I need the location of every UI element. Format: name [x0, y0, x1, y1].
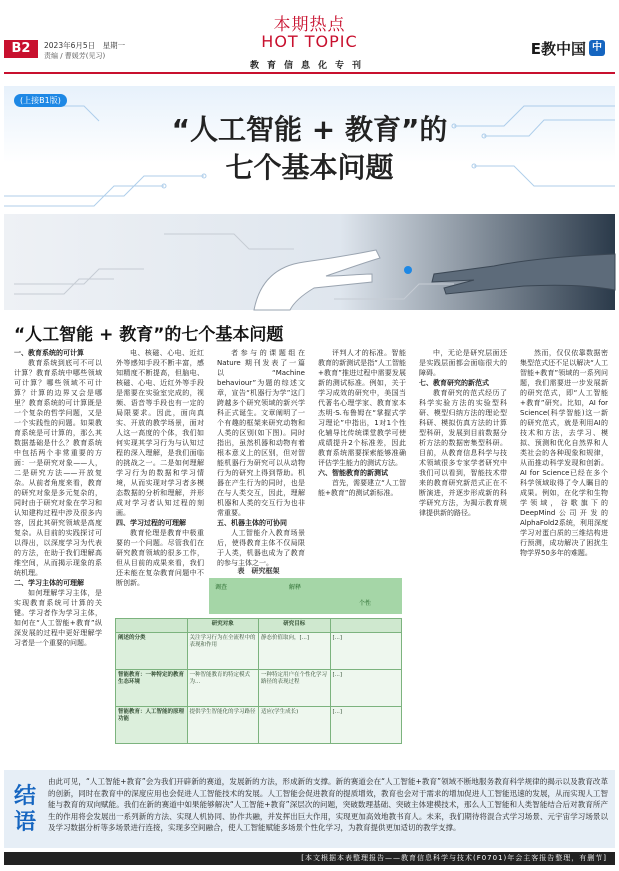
table-row-head: 智能教育：一种特定的教育生态环境	[116, 670, 188, 707]
table-cell: 一种智能教育的特定模式为...	[187, 670, 259, 707]
section-heading: 二、学习主体的可理解	[14, 579, 84, 587]
research-framework-figure	[115, 566, 402, 756]
table-cell: 适应(学生成长)	[259, 707, 331, 744]
article-title: “人工智能 + 教育”的七个基本问题	[14, 325, 284, 345]
brand-logo	[531, 38, 605, 58]
paragraph: 教育研究的范式经历了科学实验方法的实验型科研、模型归纳方法的理论型科研、模拟仿真方法的计算型科研，发展到目前数据分析方法的数据密集型科研。目前，从教育信息科学与技术领域很多专家学者研究中我们可以看到，智能技术带来的教育研究新范式正在不断演进，并逐步形成新的科学研究方法，为揭示教育规律提供新的路径。	[419, 389, 507, 517]
paragraph: 评判人才的标准。智能教育的新测试是指“人工智能+教育”推进过程中需要发展新的测试标准。例如，关于学习成效的研究中，美国当代著名心理学家、教育家本杰明·S.布鲁姆在“掌握式学习理论”中指出，1对1个性化辅导比传统课堂教学可使成绩提升2个标准差，因此教育系统需要探索能够准确评估学生能力的测试方法。	[318, 349, 406, 467]
article-column-6	[520, 348, 608, 746]
figure-title: 表 研究框架	[237, 567, 280, 575]
table-cell: [...]	[330, 707, 402, 744]
section-heading: 五、机器主体的可协同	[217, 519, 287, 527]
table-header-cell	[330, 619, 402, 633]
table-header-cell: 研究目标	[259, 619, 331, 633]
table-cell: 一种特定用户在个性化学习路径的表现过程	[259, 670, 331, 707]
conclusion-label: 结语	[14, 784, 37, 835]
paragraph: 如何理解学习主体，是实现教育系统可计算的关键。学习者作为学习主体，如何在“人工智能+教育”纵深发展的过程中更好理解学习者是一个重要的问题。	[14, 589, 102, 647]
page-badge: B2	[4, 40, 38, 58]
table-cell: 提供学生智能化的学习路径	[187, 707, 259, 744]
paragraph: 中，无论是研究层面还是实践层面都会面临很大的障碍。	[419, 349, 507, 377]
table-cell: [...]	[330, 633, 402, 670]
column-name: 教育信息化专刊	[249, 61, 369, 71]
section-heading: 四、学习过程的可理解	[116, 519, 186, 527]
hero-title-line2: 七个基本问题	[225, 151, 394, 184]
paragraph: 教育伦理是教育中极重要的一个问题。尽管我们在研究教育领域的很多工作，但从目前的成果来看，我们还未能在复杂教育问题中不断创新。	[116, 529, 204, 587]
framework-label: 个性	[359, 600, 372, 607]
section-heading: 七、教育研究的新范式	[419, 379, 489, 387]
table-header-cell	[116, 619, 188, 633]
table-row-head: 智能教育：人工智能的原理功能	[116, 707, 188, 744]
framework-table	[115, 618, 402, 744]
hero-banner	[4, 86, 615, 214]
paragraph: 电、核磁、心电、近红外等感知手段不断丰富，感知精度不断提高，但脑电、核磁、心电、近红外等手段是需要在实验室完成的，视频、语音等手段也有一定的局限要求。因此，面向真实、开放的教学场景，面对人这一高度的个体，我们如何实现其学习行为与认知过程的深入理解，是我们面临的挑战之一。二是如何理解学习行为的数据和学习情境，从而实现对学习者多模态数据的分析和理解，并形成对学习者认知过程的刻画。	[116, 349, 204, 517]
paragraph: 者参与的课题组在 Nature 期刊发表了一篇以“Machine behaviour”为题的综述文章，宣告“机器行为学”这门跨越多个研究领域的新兴学科正式诞生。文章阐明了一个有趣的框架来研究动物和人类的区别(如下图)。同时指出，虽然机器和动物有着根本意义上的区别，但对智能机器行为研究可以从动物行为的研究上得到帮助。机器在产生行为的同时，也是在与人类交互，因此，理解机器和人类的交互行为也非常重要。	[217, 349, 305, 517]
article-column-4	[318, 348, 406, 563]
framework-label: 解释	[289, 584, 302, 591]
hero-image	[4, 214, 615, 310]
table-row	[116, 633, 402, 670]
table-cell: 关注学习行为在全流程中的表现和作用	[187, 633, 259, 670]
table-header-row	[116, 619, 402, 633]
article-column-3	[217, 348, 305, 567]
masthead-divider	[4, 72, 615, 74]
brand-name: E教中国	[530, 39, 586, 58]
section-title-cn: 本期热点	[273, 15, 346, 35]
date-line: 2023年6月5日 星期一	[44, 41, 126, 50]
table-cell: 静态价值取向，[...]	[259, 633, 331, 670]
paragraph: 然而，仅仅依靠数据密集型范式还不足以解决“人工智能+教育”领域的一系列问题，我们需要进一步发展新的研究范式，即“人工智能+教育”研究。比如，AI for Science(科学智能)这一新的研究范式，就是利用AI的技术和方法，去学习、模拟、预测和优化自然界和人类社会的各种现象和规律，从而推动科学发现和创新。AI for Science已经在多个科学领域取得了令人瞩目的成果。例如，在化学和生物学领域，谷歌旗下的DeepMind公司开发的AlphaFold2系统，利用深度学习对蛋白质的三维结构进行预测，成功解决了困扰生物学界50多年的难题。	[520, 349, 608, 557]
conclusion-text: 由此可见，“人工智能+教育”会为我们开辟新的赛道，发展新的方法，形成新的支撑。新的赛道会在“人工智能+教育”领域不断地服务教育科学规律的揭示以及教育改革的创新，同时在教育中的深度应用也会促进人工智能技术的发展。人工智能会促进教育的提质增效，教育也会对于需求的增加促进人工智能迅速的发展，从而实现人工智能与教育的双向赋能。我们在新的赛道中如果能够解决“人工智能+教育”深层次的问题，突破数理基础、突破主体建模技术，那么人工智能和人类智能结合后对教育所产生的作用将会发展出一系列新的方法、实现人机协同、协作共融，并发挥出巨大作用，实现更加高效地教书育人。未来，我们期待将混合式学习场景、元宇宙学习场景以及学习数据分析等多场景进行连接，实现多空间融合，使人工智能赋能多场景个性化学习，为教育提供更加适切的教学支撑。	[48, 777, 608, 832]
section-title-en: HOT TOPIC	[261, 32, 358, 51]
brand-mark-icon: 中	[589, 40, 605, 56]
article-column-2	[116, 348, 204, 587]
masthead	[0, 0, 619, 78]
conclusion-box	[4, 770, 615, 848]
table-row	[116, 670, 402, 707]
paragraph: 教育系统到底可不可以计算？教育系统中哪些领域可计算？哪些领域不可计算？计算的边界又会是哪里？教育系统的可计算既是一个复杂的哲学问题，又是一个实践性的问题。如果教育系统是可计算的，那么其数据基础是什么？教育系统中包括两个非常重要的方面：一是研究对象——人，二是研究方法——开放复杂。从前者角度来看，教育的研究对象是多元复杂的，同时由于研究对象在学习和认知建构过程中涉及很多内容，因此其研究领域是高度复杂。从目前的实践探讨可以得出，以深度学习为代表的方法，在助于我们理解高维空间，从而揭示现象的系统机理。	[14, 359, 102, 577]
section-heading: 一、教育系统的可计算	[14, 349, 84, 357]
table-header-cell: 研究对象	[187, 619, 259, 633]
paragraph: 首先，需要建立“人工智能+教育”的测试新标准。	[318, 479, 406, 497]
robot-hand-circuit-icon	[4, 214, 615, 310]
hero-title-line1: “人工智能 + 教育”的	[171, 113, 448, 146]
table-row	[116, 707, 402, 744]
article-column-5	[419, 348, 507, 746]
framework-label: 调查	[215, 584, 228, 591]
editor-line: 责编 / 曹媛芳(见习)	[44, 52, 106, 60]
table-cell: [...]	[330, 670, 402, 707]
article-column-1	[14, 348, 102, 746]
paragraph: 人工智能介入教育场景后，使得教育主体不仅局限于人类，机器也成为了教育的参与主体之一。	[217, 529, 305, 567]
continued-tag: (上接B1版)	[14, 94, 67, 107]
footer-note: [本文根据本表整理报告——教育信息科学与技术(F0701)年会主客报告整理，有删节]	[4, 852, 615, 865]
framework-header-block	[209, 578, 402, 614]
section-heading: 六、智能教育的新测试	[318, 469, 388, 477]
table-row-head: 阐述的分类	[116, 633, 188, 670]
